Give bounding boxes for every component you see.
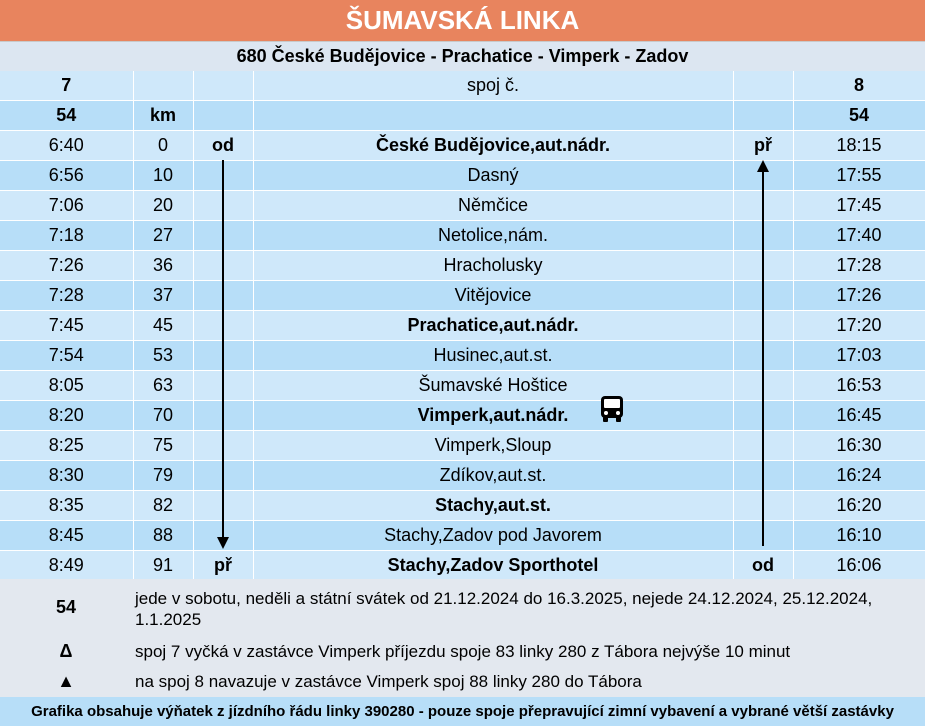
stop-name: Zdíkov,aut.st. (253, 461, 733, 491)
direction-marker-left (193, 521, 253, 551)
table-row (0, 401, 925, 431)
distance-km: 53 (133, 341, 193, 371)
distance-km: 70 (133, 401, 193, 431)
distance-km: 20 (133, 191, 193, 221)
direction-marker-left (193, 191, 253, 221)
departure-time-trip-8: 16:10 (793, 521, 925, 551)
direction-marker-right: od (733, 551, 793, 581)
direction-marker-right (733, 401, 793, 431)
direction-marker-right (733, 311, 793, 341)
departure-time-trip-7: 8:25 (0, 431, 133, 461)
stop-name: Husinec,aut.st. (253, 341, 733, 371)
direction-marker-left: př (193, 551, 253, 581)
distance-km: 88 (133, 521, 193, 551)
departure-time-trip-7: 8:35 (0, 491, 133, 521)
departure-time-trip-7: 7:45 (0, 311, 133, 341)
distance-km: 91 (133, 551, 193, 581)
distance-km: 63 (133, 371, 193, 401)
distance-km: 10 (133, 161, 193, 191)
footer-note: Grafika obsahuje výňatek z jízdního řádu linky 390280 - pouze spoje přepravující zimní vybavení a vybrané větší zastávky (0, 697, 925, 726)
notes-section (0, 579, 925, 697)
direction-marker-right (733, 341, 793, 371)
note-symbol: ▲ (57, 671, 75, 691)
stop-name: Dasný (253, 161, 733, 191)
note-text: jede v sobotu, neděli a státní svátek od 21.12.2024 do 16.3.2025, nejede 24.12.2024, 25.12.2024, 1.1.2025 (135, 589, 873, 629)
stop-name: České Budějovice,aut.nádr. (253, 131, 733, 161)
table-row (0, 461, 925, 491)
departure-time-trip-8: 17:03 (793, 341, 925, 371)
departure-time-trip-7: 8:45 (0, 521, 133, 551)
departure-time-trip-8: 16:06 (793, 551, 925, 581)
note-text: na spoj 8 navazuje v zastávce Vimperk spoj 88 linky 280 do Tábora (135, 672, 642, 691)
note-text: spoj 7 vyčká v zastávce Vimperk příjezdu spoje 83 linky 280 z Tábora nejvýše 10 minut (135, 642, 791, 661)
stop-name: Němčice (253, 191, 733, 221)
direction-marker-right: př (733, 131, 793, 161)
table-row (0, 371, 925, 401)
table-row (0, 221, 925, 251)
direction-marker-left (193, 341, 253, 371)
table-row (0, 491, 925, 521)
table-row (0, 161, 925, 191)
departure-time-trip-7: 6:40 (0, 131, 133, 161)
direction-marker-right (733, 521, 793, 551)
departure-time-trip-8: 17:45 (793, 191, 925, 221)
distance-km: 27 (133, 221, 193, 251)
note-symbol: Δ (59, 641, 73, 661)
table-row (0, 281, 925, 311)
stop-name: Vimperk,Sloup (253, 431, 733, 461)
departure-time-trip-7: 7:06 (0, 191, 133, 221)
table-row (0, 311, 925, 341)
direction-marker-right (733, 491, 793, 521)
departure-time-trip-7: 8:49 (0, 551, 133, 581)
departure-time-trip-7: 8:20 (0, 401, 133, 431)
distance-km: 36 (133, 251, 193, 281)
direction-marker-left (193, 311, 253, 341)
departure-time-trip-8: 17:20 (793, 311, 925, 341)
stop-name: Prachatice,aut.nádr. (253, 311, 733, 341)
bus-icon (599, 395, 625, 423)
direction-marker-right (733, 281, 793, 311)
distance-km: 75 (133, 431, 193, 461)
header-row-notes (0, 101, 925, 131)
table-row (0, 191, 925, 221)
distance-km: 82 (133, 491, 193, 521)
direction-marker-left (193, 431, 253, 461)
trip-label: spoj č. (253, 71, 733, 101)
left-trip-number: 7 (0, 71, 133, 101)
departure-time-trip-8: 17:40 (793, 221, 925, 251)
departure-time-trip-8: 16:30 (793, 431, 925, 461)
departure-time-trip-7: 8:05 (0, 371, 133, 401)
departure-time-trip-7: 7:28 (0, 281, 133, 311)
right-trip-number: 8 (793, 71, 925, 101)
table-row (0, 521, 925, 551)
note-item (0, 583, 925, 635)
departure-time-trip-7: 7:26 (0, 251, 133, 281)
direction-marker-left (193, 401, 253, 431)
departure-time-trip-8: 16:24 (793, 461, 925, 491)
direction-marker-right (733, 371, 793, 401)
departure-time-trip-8: 16:53 (793, 371, 925, 401)
departure-time-trip-7: 7:18 (0, 221, 133, 251)
note-item (0, 639, 925, 665)
stop-name: Vimperk,aut.nádr. (253, 401, 733, 431)
table-row (0, 551, 925, 581)
direction-marker-right (733, 431, 793, 461)
stop-name: Hracholusky (253, 251, 733, 281)
direction-marker-right (733, 161, 793, 191)
table-row (0, 341, 925, 371)
direction-marker-left (193, 461, 253, 491)
departure-time-trip-8: 16:20 (793, 491, 925, 521)
direction-marker-right (733, 461, 793, 491)
note-symbol: 54 (55, 597, 77, 617)
departure-time-trip-8: 16:45 (793, 401, 925, 431)
departure-time-trip-8: 17:55 (793, 161, 925, 191)
route-subtitle: 680 České Budějovice - Prachatice - Vimperk - Zadov (0, 42, 925, 71)
direction-marker-left (193, 491, 253, 521)
distance-km: 79 (133, 461, 193, 491)
distance-km: 37 (133, 281, 193, 311)
direction-marker-left (193, 251, 253, 281)
left-note-code: 54 (0, 101, 133, 131)
note-item (0, 669, 925, 695)
departure-time-trip-8: 17:26 (793, 281, 925, 311)
direction-marker-right (733, 191, 793, 221)
timetable (0, 71, 925, 581)
departure-time-trip-7: 7:54 (0, 341, 133, 371)
direction-marker-left (193, 371, 253, 401)
direction-marker-right (733, 221, 793, 251)
direction-marker-left: od (193, 131, 253, 161)
stop-name: Šumavské Hoštice (253, 371, 733, 401)
departure-time-trip-8: 18:15 (793, 131, 925, 161)
right-note-code: 54 (793, 101, 925, 131)
departure-time-trip-8: 17:28 (793, 251, 925, 281)
table-row (0, 431, 925, 461)
distance-km: 0 (133, 131, 193, 161)
stop-name: Stachy,aut.st. (253, 491, 733, 521)
header-row-trip (0, 71, 925, 101)
stop-name: Vitějovice (253, 281, 733, 311)
stop-name: Netolice,nám. (253, 221, 733, 251)
distance-km: 45 (133, 311, 193, 341)
km-label: km (133, 101, 193, 131)
stop-name: Stachy,Zadov pod Javorem (253, 521, 733, 551)
direction-marker-left (193, 161, 253, 191)
stop-name: Stachy,Zadov Sporthotel (253, 551, 733, 581)
direction-marker-left (193, 281, 253, 311)
direction-marker-right (733, 251, 793, 281)
departure-time-trip-7: 8:30 (0, 461, 133, 491)
table-row (0, 251, 925, 281)
page-title: ŠUMAVSKÁ LINKA (0, 0, 925, 42)
departure-time-trip-7: 6:56 (0, 161, 133, 191)
table-row (0, 131, 925, 161)
direction-marker-left (193, 221, 253, 251)
